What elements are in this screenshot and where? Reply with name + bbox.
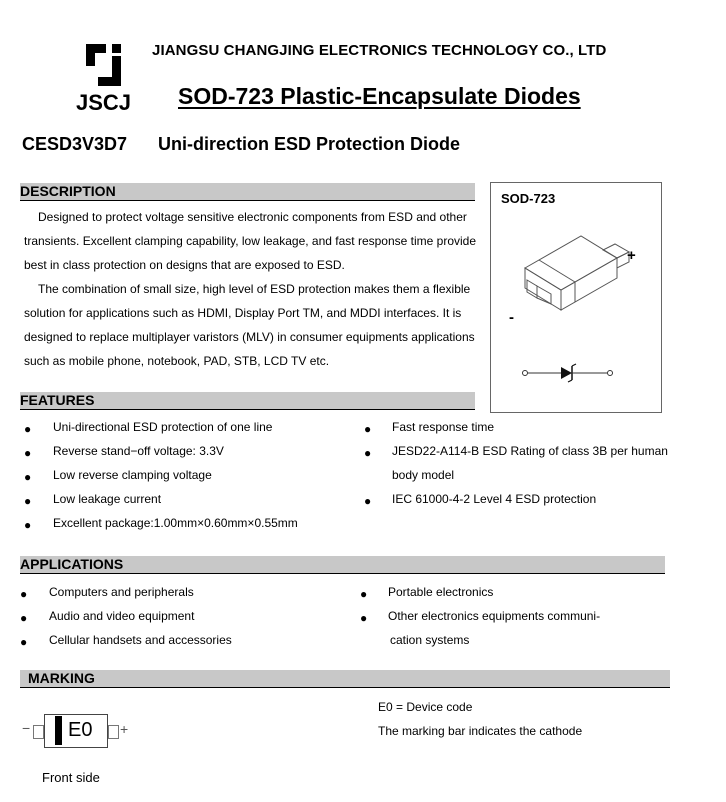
marking-code: E0 xyxy=(68,719,93,741)
bullet-icon: ● xyxy=(20,611,28,625)
bullet-icon: ● xyxy=(24,518,32,532)
package-plus-label: + xyxy=(627,247,636,264)
logo-text: JSCJ xyxy=(76,90,132,115)
feature-item: Uni-directional ESD protection of one line xyxy=(53,420,273,434)
description-line: solution for applications such as HDMI, Display Port TM, and MDDI interfaces. It is xyxy=(24,306,462,320)
part-number: CESD3V3D7 xyxy=(22,134,128,154)
package-box xyxy=(490,182,662,413)
description-text xyxy=(24,205,484,373)
feature-item: Low reverse clamping voltage xyxy=(53,468,212,482)
package-label: SOD-723 xyxy=(501,191,556,206)
feature-item-continued: body model xyxy=(392,468,455,482)
bullet-icon: ● xyxy=(20,635,28,649)
marking-minus-label: − xyxy=(22,720,31,736)
bullet-icon: ● xyxy=(364,422,372,436)
bullet-icon: ● xyxy=(24,494,32,508)
bullet-icon: ● xyxy=(24,422,32,436)
feature-item: Excellent package:1.00mm×0.60mm×0.55mm xyxy=(53,516,298,530)
bullet-icon: ● xyxy=(364,494,372,508)
description-heading: DESCRIPTION xyxy=(20,183,116,199)
application-item: Computers and peripherals xyxy=(49,585,194,599)
part-description: Uni-direction ESD Protection Diode xyxy=(158,134,461,154)
feature-item: Reverse stand−off voltage: 3.3V xyxy=(53,444,224,458)
application-item: Cellular handsets and accessories xyxy=(49,633,232,647)
application-item-continued: cation systems xyxy=(390,633,470,647)
application-item: Other electronics equipments communi- xyxy=(388,609,601,623)
company-logo xyxy=(82,42,128,88)
application-item: Audio and video equipment xyxy=(49,609,195,623)
bullet-icon: ● xyxy=(20,587,28,601)
marking-heading: MARKING xyxy=(28,670,95,686)
description-line: Designed to protect voltage sensitive electronic components from ESD and other xyxy=(38,210,467,224)
cathode-marking-bar xyxy=(55,716,62,745)
bullet-icon: ● xyxy=(364,446,372,460)
features-heading: FEATURES xyxy=(20,392,95,408)
marking-left-lead xyxy=(33,725,44,739)
feature-item: JESD22-A114-B ESD Rating of class 3B per human xyxy=(392,444,668,458)
description-line: best in class protection on designs that are exposed to ESD. xyxy=(24,258,345,272)
marking-section-header xyxy=(20,670,670,688)
marking-plus-label: + xyxy=(120,721,129,737)
marking-diagram xyxy=(22,712,142,752)
package-minus-label: - xyxy=(509,309,514,326)
logo-mark-icon xyxy=(82,42,128,88)
company-name: JIANGSU CHANGJING ELECTRONICS TECHNOLOGY CO., LTD xyxy=(152,42,607,59)
tvs-diode-symbol-icon xyxy=(521,361,617,385)
bullet-icon: ● xyxy=(24,446,32,460)
applications-section-header xyxy=(20,556,665,574)
description-line: transients. Excellent clamping capability, low leakage, and fast response time provide xyxy=(24,234,477,248)
description-line: such as mobile phone, notebook, PAD, STB, LCD TV etc. xyxy=(24,354,330,368)
feature-item: Low leakage current xyxy=(53,492,162,506)
description-line: designed to replace multiplayer varistors (MLV) in consumer equipments applications xyxy=(24,330,475,344)
description-line: The combination of small size, high level of ESD protection makes them a flexible xyxy=(38,282,471,296)
document-title: SOD-723 Plastic-Encapsulate Diodes xyxy=(178,83,581,109)
applications-heading: APPLICATIONS xyxy=(20,556,124,572)
feature-item: Fast response time xyxy=(392,420,495,434)
features-section-header xyxy=(20,392,475,410)
application-item: Portable electronics xyxy=(388,585,494,599)
front-side-label: Front side xyxy=(42,770,100,785)
bullet-icon: ● xyxy=(360,611,368,625)
bullet-icon: ● xyxy=(360,587,368,601)
description-section-header xyxy=(20,183,475,201)
package-drawing-icon xyxy=(511,228,651,328)
marking-right-lead xyxy=(108,725,119,739)
bullet-icon: ● xyxy=(24,470,32,484)
device-code-note: E0 = Device code xyxy=(378,700,473,714)
feature-item: IEC 61000-4-2 Level 4 ESD protection xyxy=(392,492,597,506)
marking-bar-note: The marking bar indicates the cathode xyxy=(378,724,583,738)
